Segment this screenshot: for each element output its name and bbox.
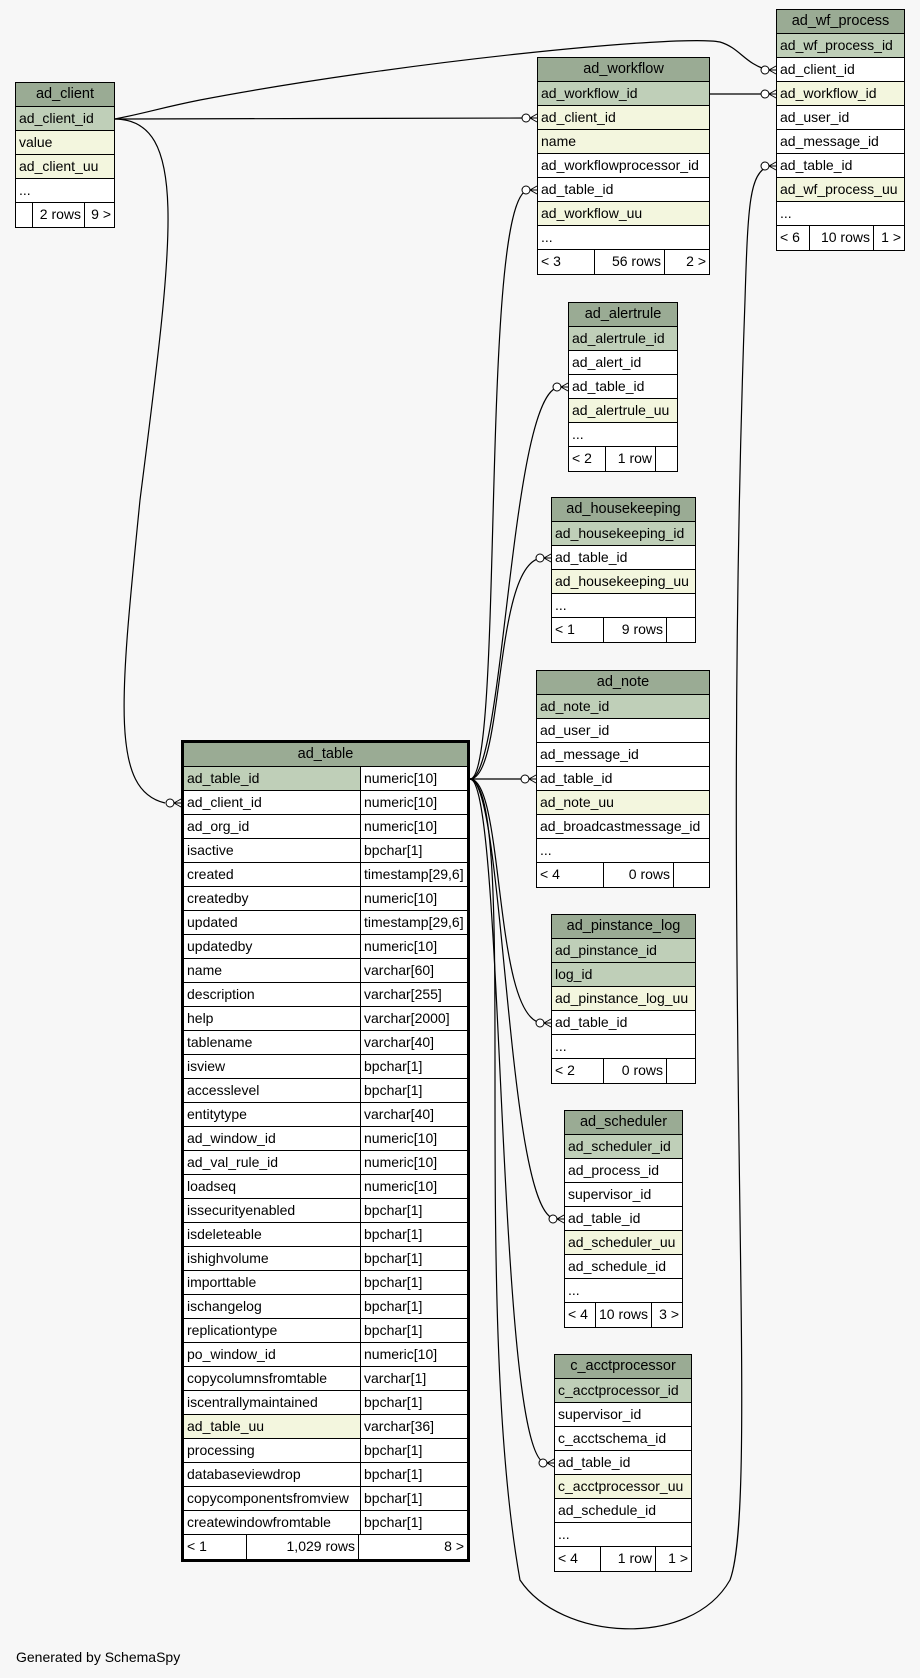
table-header[interactable]: ad_wf_process (777, 10, 904, 34)
column-row[interactable] (184, 767, 467, 791)
row-count: 2 rows (32, 203, 84, 227)
parents-count[interactable]: < 2 (572, 450, 592, 466)
children-count[interactable] (655, 447, 677, 471)
column-row[interactable] (569, 351, 677, 375)
parents-count[interactable]: < 1 (555, 621, 575, 637)
column-name: created (187, 866, 234, 882)
column-row[interactable] (184, 1103, 467, 1127)
column-name: ad_table_id (187, 770, 260, 786)
column-type: bpchar[1] (360, 1271, 467, 1294)
column-name: ad_housekeeping_id (555, 525, 685, 541)
column-row[interactable] (184, 1199, 467, 1223)
column-row[interactable] (184, 1511, 467, 1535)
column-name: c_acctprocessor_id (558, 1382, 679, 1398)
row-count: 9 rows (603, 618, 666, 642)
row-count-footer (16, 203, 114, 227)
crowfoot-marker (547, 1459, 554, 1467)
column-row[interactable] (538, 154, 709, 178)
column-name: ad_client_id (19, 110, 94, 126)
relationship-edge (470, 775, 536, 783)
column-name: ad_workflow_id (780, 85, 877, 101)
crowfoot-marker (529, 775, 536, 783)
row-count-footer (555, 1547, 691, 1571)
column-row[interactable] (538, 226, 709, 250)
column-name: iscentrallymaintained (187, 1394, 318, 1410)
column-row[interactable] (537, 791, 709, 815)
children-count[interactable]: 3 > (651, 1303, 682, 1327)
column-row[interactable] (565, 1279, 682, 1303)
column-name: ad_table_id (572, 378, 645, 394)
column-name: ... (555, 597, 567, 613)
column-type: bpchar[1] (360, 1463, 467, 1486)
table-header[interactable]: ad_housekeeping (552, 498, 695, 522)
column-row[interactable] (537, 815, 709, 839)
column-type: varchar[40] (360, 1103, 467, 1126)
column-row[interactable] (538, 202, 709, 226)
column-row[interactable] (184, 911, 467, 935)
column-type: timestamp[29,6] (360, 863, 467, 886)
column-type: bpchar[1] (360, 1487, 467, 1510)
column-name: ad_table_id (558, 1454, 631, 1470)
column-row[interactable] (555, 1475, 691, 1499)
column-type: timestamp[29,6] (360, 911, 467, 934)
table-header[interactable]: ad_workflow (538, 58, 709, 82)
row-count-footer (777, 226, 904, 250)
column-name: importtable (187, 1274, 257, 1290)
table-header[interactable]: ad_scheduler (565, 1111, 682, 1135)
column-row[interactable] (184, 1487, 467, 1511)
column-row[interactable] (538, 82, 709, 106)
column-row[interactable] (16, 155, 114, 179)
column-type: bpchar[1] (360, 1199, 467, 1222)
column-name: ... (19, 182, 31, 198)
column-row[interactable] (777, 130, 904, 154)
optional-marker (761, 162, 769, 170)
column-type: numeric[10] (360, 791, 467, 814)
column-row[interactable] (552, 570, 695, 594)
optional-marker (536, 1019, 544, 1027)
column-row[interactable] (184, 1343, 467, 1367)
column-row[interactable] (184, 1175, 467, 1199)
column-name: updated (187, 914, 238, 930)
crowfoot-marker (530, 114, 537, 122)
column-name: ad_table_id (780, 157, 853, 173)
column-name: name (187, 962, 223, 978)
column-type: bpchar[1] (360, 1439, 467, 1462)
column-type: numeric[10] (360, 1127, 467, 1150)
column-type: varchar[255] (360, 983, 467, 1006)
column-name: loadseq (187, 1178, 237, 1194)
column-row[interactable] (184, 1271, 467, 1295)
column-name: supervisor_id (558, 1406, 642, 1422)
table-ad-scheduler[interactable] (564, 1110, 683, 1328)
column-name: ad_client_uu (19, 158, 99, 174)
edge-line (470, 190, 529, 779)
column-row[interactable] (184, 863, 467, 887)
optional-marker (522, 186, 530, 194)
relationship-edge (470, 186, 537, 779)
column-name: ad_user_id (540, 722, 610, 738)
crowfoot-marker (174, 799, 181, 807)
column-name: ad_scheduler_id (568, 1138, 671, 1154)
column-row[interactable] (184, 959, 467, 983)
column-name: entitytype (187, 1106, 247, 1122)
column-type: bpchar[1] (360, 839, 467, 862)
column-row[interactable] (184, 1463, 467, 1487)
column-name: accesslevel (187, 1082, 260, 1098)
crowfoot-marker (769, 66, 776, 74)
column-row[interactable] (777, 178, 904, 202)
column-row[interactable] (538, 106, 709, 130)
optional-marker (166, 799, 174, 807)
column-row[interactable] (569, 423, 677, 447)
parents-count[interactable]: < 4 (540, 866, 560, 882)
column-name: ... (568, 1282, 580, 1298)
table-header[interactable]: ad_client (16, 83, 114, 107)
children-count[interactable]: 8 > (358, 1535, 467, 1559)
column-name: ad_table_id (555, 1014, 628, 1030)
column-row[interactable] (569, 375, 677, 399)
optional-marker (539, 1459, 547, 1467)
column-name: ad_table_id (555, 549, 628, 565)
column-row[interactable] (184, 1247, 467, 1271)
column-name: ad_table_id (568, 1210, 641, 1226)
table-header[interactable]: ad_pinstance_log (552, 915, 695, 939)
column-row[interactable] (777, 202, 904, 226)
column-row[interactable] (555, 1499, 691, 1523)
table-ad-wf-process[interactable] (776, 9, 905, 251)
column-row[interactable] (555, 1427, 691, 1451)
column-name: ischangelog (187, 1298, 262, 1314)
parents-count[interactable]: < 4 (568, 1306, 588, 1322)
column-name: createwindowfromtable (187, 1514, 331, 1530)
column-name: ad_message_id (780, 133, 879, 149)
column-row[interactable] (777, 58, 904, 82)
column-name: ad_alert_id (572, 354, 642, 370)
column-row[interactable] (565, 1207, 682, 1231)
column-name: ad_wf_process_uu (780, 181, 898, 197)
column-name: ad_client_id (187, 794, 262, 810)
relationship-edge (710, 90, 776, 98)
optional-marker (553, 383, 561, 391)
column-name: ad_housekeeping_uu (555, 573, 689, 589)
column-name: ... (540, 842, 552, 858)
column-row[interactable] (777, 106, 904, 130)
row-count: 1 row (605, 447, 655, 471)
column-type: numeric[10] (360, 1175, 467, 1198)
column-row[interactable] (184, 839, 467, 863)
column-row[interactable] (184, 1127, 467, 1151)
column-name: c_acctprocessor_uu (558, 1478, 684, 1494)
row-count: 0 rows (603, 863, 673, 887)
column-name: ... (572, 426, 584, 442)
table-header[interactable]: ad_note (537, 671, 709, 695)
column-type: bpchar[1] (360, 1391, 467, 1414)
table-ad-note[interactable] (536, 670, 710, 888)
crowfoot-marker (557, 1215, 564, 1223)
column-name: help (187, 1010, 214, 1026)
column-name: description (187, 986, 255, 1002)
children-count[interactable] (673, 863, 709, 887)
column-name: isdeleteable (187, 1226, 262, 1242)
column-type: varchar[60] (360, 959, 467, 982)
column-name: processing (187, 1442, 255, 1458)
relationship-edge (115, 114, 537, 122)
column-row[interactable] (184, 1295, 467, 1319)
row-count-footer (537, 863, 709, 887)
column-name: ad_schedule_id (558, 1502, 657, 1518)
column-row[interactable] (555, 1379, 691, 1403)
column-name: ad_window_id (187, 1130, 276, 1146)
children-count[interactable] (666, 1059, 695, 1083)
column-row[interactable] (184, 1055, 467, 1079)
row-count: 10 rows (809, 226, 873, 250)
column-row[interactable] (552, 546, 695, 570)
column-name: copycomponentsfromview (187, 1490, 349, 1506)
parents-count[interactable] (16, 203, 32, 227)
column-row[interactable] (777, 82, 904, 106)
column-row[interactable] (537, 695, 709, 719)
children-count[interactable] (666, 618, 695, 642)
column-name: ad_workflowprocessor_id (541, 157, 699, 173)
row-count-footer (538, 250, 709, 274)
edge-line (115, 118, 529, 119)
optional-marker (549, 1215, 557, 1223)
column-name: ad_client_id (541, 109, 616, 125)
column-type: numeric[10] (360, 887, 467, 910)
column-name: isactive (187, 842, 234, 858)
column-row[interactable] (552, 939, 695, 963)
table-ad-client[interactable] (15, 82, 115, 228)
column-name: c_acctschema_id (558, 1430, 667, 1446)
column-name: ad_pinstance_id (555, 942, 657, 958)
row-count: 1 row (600, 1547, 655, 1571)
column-row[interactable] (16, 107, 114, 131)
crowfoot-marker (769, 162, 776, 170)
column-name: name (541, 133, 577, 149)
optional-marker (761, 66, 769, 74)
parents-count[interactable]: < 6 (780, 229, 800, 245)
column-type: numeric[10] (360, 815, 467, 838)
column-type: bpchar[1] (360, 1247, 467, 1270)
column-name: ad_broadcastmessage_id (540, 818, 701, 834)
parents-count[interactable]: < 3 (541, 253, 561, 269)
column-name: isview (187, 1058, 226, 1074)
column-row[interactable] (552, 594, 695, 618)
column-row[interactable] (537, 839, 709, 863)
column-row[interactable] (184, 1223, 467, 1247)
row-count-footer (552, 618, 695, 642)
row-count-footer (569, 447, 677, 471)
column-row[interactable] (537, 767, 709, 791)
column-name: ishighvolume (187, 1250, 269, 1266)
column-name: ad_val_rule_id (187, 1154, 279, 1170)
column-name: ad_workflow_uu (541, 205, 643, 221)
row-count: 56 rows (594, 250, 664, 274)
column-type: bpchar[1] (360, 1079, 467, 1102)
column-type: bpchar[1] (360, 1295, 467, 1318)
column-row[interactable] (777, 154, 904, 178)
column-type: numeric[10] (360, 1343, 467, 1366)
table-ad-alertrule[interactable] (568, 302, 678, 472)
row-count-footer (552, 1059, 695, 1083)
crowfoot-marker (530, 186, 537, 194)
column-row[interactable] (569, 399, 677, 423)
column-name: ad_note_id (540, 698, 610, 714)
column-row[interactable] (184, 887, 467, 911)
column-name: copycolumnsfromtable (187, 1370, 328, 1386)
column-row[interactable] (184, 1031, 467, 1055)
column-type: varchar[40] (360, 1031, 467, 1054)
column-name: log_id (555, 966, 593, 982)
column-row[interactable] (538, 130, 709, 154)
column-name: ad_pinstance_log_uu (555, 990, 689, 1006)
table-header[interactable]: ad_table (184, 743, 467, 767)
column-row[interactable] (552, 987, 695, 1011)
column-name: databaseviewdrop (187, 1466, 301, 1482)
column-name: ad_wf_process_id (780, 37, 893, 53)
column-row[interactable] (552, 963, 695, 987)
table-ad-table[interactable] (181, 740, 470, 1562)
column-type: varchar[36] (360, 1415, 467, 1438)
column-name: ... (541, 229, 553, 245)
column-row[interactable] (184, 1415, 467, 1439)
column-name: value (19, 134, 53, 150)
edge-line (470, 779, 546, 1463)
column-name: ... (780, 205, 792, 221)
column-row[interactable] (552, 522, 695, 546)
table-ad-workflow[interactable] (537, 57, 710, 275)
column-row[interactable] (184, 1439, 467, 1463)
table-ad-housekeeping[interactable] (551, 497, 696, 643)
parents-count[interactable]: < 1 (187, 1538, 207, 1554)
column-type: bpchar[1] (360, 1511, 467, 1534)
optional-marker (761, 90, 769, 98)
column-name: tablename (187, 1034, 253, 1050)
column-name: ad_user_id (780, 109, 850, 125)
column-name: supervisor_id (568, 1186, 652, 1202)
column-name: ad_org_id (187, 818, 250, 834)
column-row[interactable] (184, 815, 467, 839)
column-row[interactable] (565, 1183, 682, 1207)
optional-marker (536, 554, 544, 562)
column-type: bpchar[1] (360, 1055, 467, 1078)
column-name: ad_scheduler_uu (568, 1234, 676, 1250)
crowfoot-marker (769, 90, 776, 98)
column-type: varchar[1] (360, 1367, 467, 1390)
table-header[interactable]: c_acctprocessor (555, 1355, 691, 1379)
column-row[interactable] (565, 1135, 682, 1159)
column-row[interactable] (184, 1367, 467, 1391)
relationship-edge (115, 119, 181, 807)
column-row[interactable] (569, 327, 677, 351)
column-name: ad_process_id (568, 1162, 660, 1178)
column-row[interactable] (184, 1391, 467, 1415)
column-row[interactable] (537, 743, 709, 767)
children-count[interactable]: 2 > (664, 250, 709, 274)
column-row[interactable] (16, 131, 114, 155)
column-type: numeric[10] (360, 935, 467, 958)
column-type: bpchar[1] (360, 1319, 467, 1342)
column-name: ad_message_id (540, 746, 639, 762)
crowfoot-marker (544, 554, 551, 562)
generated-by-label: Generated by SchemaSpy (16, 1649, 181, 1665)
row-count-footer (565, 1303, 682, 1327)
column-name: ad_note_uu (540, 794, 614, 810)
column-row[interactable] (184, 791, 467, 815)
children-count[interactable]: 1 > (655, 1547, 691, 1571)
column-row[interactable] (184, 1007, 467, 1031)
column-row[interactable] (552, 1011, 695, 1035)
column-type: varchar[2000] (360, 1007, 467, 1030)
column-row[interactable] (565, 1255, 682, 1279)
column-row[interactable] (565, 1159, 682, 1183)
row-count: 1,029 rows (246, 1535, 358, 1559)
column-name: replicationtype (187, 1322, 278, 1338)
column-name: po_window_id (187, 1346, 276, 1362)
row-count-footer (184, 1535, 467, 1559)
optional-marker (521, 775, 529, 783)
table-header[interactable]: ad_alertrule (569, 303, 677, 327)
column-row[interactable] (777, 34, 904, 58)
row-count: 0 rows (603, 1059, 666, 1083)
column-row[interactable] (538, 178, 709, 202)
column-name: ad_workflow_id (541, 85, 638, 101)
table-ad-pinstance-log[interactable] (551, 914, 696, 1084)
column-row[interactable] (555, 1403, 691, 1427)
column-row[interactable] (184, 1319, 467, 1343)
column-type: numeric[10] (360, 767, 467, 790)
column-name: ad_table_id (540, 770, 613, 786)
column-name: ad_alertrule_uu (572, 402, 670, 418)
parents-count[interactable]: < 2 (555, 1062, 575, 1078)
edge-line (115, 119, 168, 803)
column-row[interactable] (184, 983, 467, 1007)
column-name: ad_table_uu (187, 1418, 265, 1434)
row-count: 10 rows (595, 1303, 651, 1327)
optional-marker (522, 114, 530, 122)
column-name: ad_client_id (780, 61, 855, 77)
crowfoot-marker (544, 1019, 551, 1027)
column-row[interactable] (537, 719, 709, 743)
column-name: ... (555, 1038, 567, 1054)
column-name: issecurityenabled (187, 1202, 296, 1218)
crowfoot-marker (561, 383, 568, 391)
column-row[interactable] (184, 935, 467, 959)
column-row[interactable] (555, 1451, 691, 1475)
parents-count[interactable]: < 4 (558, 1550, 578, 1566)
column-row[interactable] (552, 1035, 695, 1059)
column-row[interactable] (565, 1231, 682, 1255)
column-name: updatedby (187, 938, 253, 954)
column-name: ad_table_id (541, 181, 614, 197)
edge-line (470, 558, 543, 779)
column-row[interactable] (555, 1523, 691, 1547)
column-name: ad_schedule_id (568, 1258, 667, 1274)
column-row[interactable] (184, 1151, 467, 1175)
table-c-acctprocessor[interactable] (554, 1354, 692, 1572)
column-name: ad_alertrule_id (572, 330, 665, 346)
column-type: numeric[10] (360, 1151, 467, 1174)
column-name: ... (558, 1526, 570, 1542)
column-name: createdby (187, 890, 249, 906)
children-count[interactable]: 1 > (873, 226, 904, 250)
column-type: bpchar[1] (360, 1223, 467, 1246)
column-row[interactable] (184, 1079, 467, 1103)
children-count[interactable]: 9 > (84, 203, 114, 227)
column-row[interactable] (16, 179, 114, 203)
